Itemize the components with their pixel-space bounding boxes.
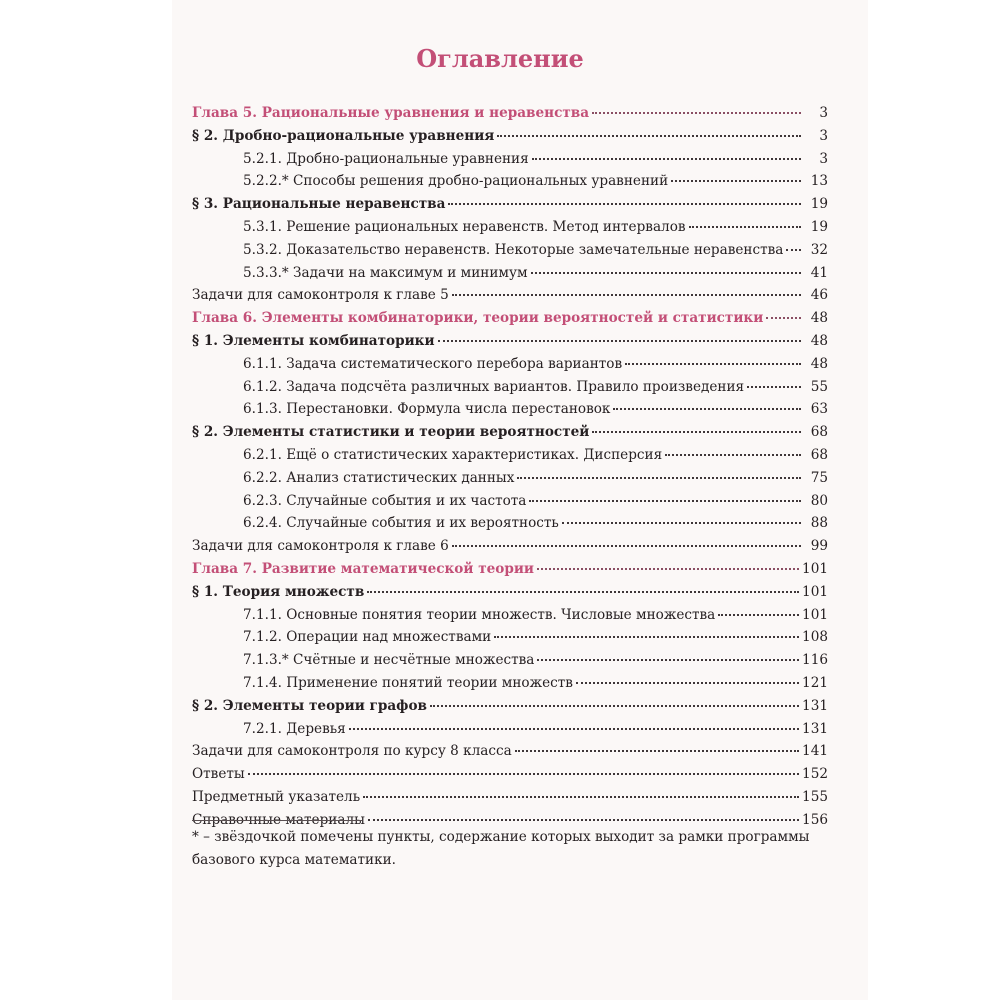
dot-leader xyxy=(531,272,801,274)
toc-entry-title: 7.1.4. Применение понятий теории множеств xyxy=(243,674,573,691)
toc-entry-title: 6.1.3. Перестановки. Формула числа перестановок xyxy=(243,401,611,418)
dot-leader xyxy=(368,819,799,821)
toc-entry-chapter[interactable] xyxy=(192,558,828,581)
dot-leader xyxy=(248,773,799,775)
toc-entry-page: 101 xyxy=(802,583,828,600)
toc-entry-sub[interactable] xyxy=(192,444,828,467)
dot-leader xyxy=(718,614,799,616)
toc-entry-page: 75 xyxy=(810,469,828,486)
toc-entry-page: 3 xyxy=(819,127,828,144)
toc-entry-sub[interactable] xyxy=(192,626,828,649)
toc-entry-title: Задачи для самоконтроля к главе 5 xyxy=(192,287,449,304)
toc-entry-title: 7.1.2. Операции над множествами xyxy=(243,629,492,646)
toc-entry-title: Глава 6. Элементы комбинаторики, теории вероятностей и статистики xyxy=(192,310,764,327)
toc-entry-sub[interactable] xyxy=(192,490,828,513)
dot-leader xyxy=(349,728,799,730)
toc-entry-section[interactable] xyxy=(192,330,828,353)
toc-entry-title: 5.3.1. Решение рациональных неравенств. Метод интервалов xyxy=(243,218,686,235)
toc-entry-page: 19 xyxy=(810,196,828,213)
dot-leader xyxy=(766,317,801,319)
toc-entry-page: 48 xyxy=(810,310,828,327)
toc-entry-page: 155 xyxy=(802,788,828,805)
dot-leader xyxy=(786,249,801,251)
toc-entry-page: 99 xyxy=(810,538,828,555)
toc-entry-page: 156 xyxy=(802,811,828,828)
toc-entry-title: Задачи для самоконтроля к главе 6 xyxy=(192,538,449,555)
toc-entry-page: 3 xyxy=(819,150,828,167)
dot-leader xyxy=(576,682,799,684)
dot-leader xyxy=(625,363,801,365)
dot-leader xyxy=(452,545,801,547)
footnote: * – звёздочкой помечены пункты, содержание которых выходит за рамки программы базового курса математики. xyxy=(192,829,810,868)
dot-leader xyxy=(592,431,801,433)
toc-entry-sub[interactable] xyxy=(192,467,828,490)
dot-leader xyxy=(367,591,799,593)
toc-entry-title: 7.1.3.* Счётные и несчётные множества xyxy=(243,652,535,669)
dot-leader xyxy=(430,705,799,707)
toc-entry-title: Глава 7. Развитие математической теории xyxy=(192,560,535,577)
dot-leader xyxy=(497,135,801,137)
toc-entry-title: 6.2.3. Случайные события и их частота xyxy=(243,492,527,509)
toc-entry-sub[interactable] xyxy=(192,262,828,285)
toc-entry-page: 108 xyxy=(802,629,828,646)
toc-entry-title: Задачи для самоконтроля по курсу 8 класса xyxy=(192,743,512,760)
toc-entry-page: 131 xyxy=(802,697,828,714)
toc-entry-sub[interactable] xyxy=(192,353,828,376)
toc-entry-page: 141 xyxy=(802,743,828,760)
dot-leader xyxy=(452,294,801,296)
table-of-contents xyxy=(192,102,828,832)
dot-leader xyxy=(537,659,799,661)
toc-entry-page: 41 xyxy=(810,264,828,281)
toc-entry-sub[interactable] xyxy=(192,604,828,627)
toc-entry-section[interactable] xyxy=(192,193,828,216)
toc-entry-page: 101 xyxy=(802,606,828,623)
toc-entry-section[interactable] xyxy=(192,581,828,604)
toc-entry-plain[interactable] xyxy=(192,284,828,307)
dot-leader xyxy=(592,112,801,114)
toc-entry-page: 32 xyxy=(810,241,828,258)
dot-leader xyxy=(613,408,801,410)
dot-leader xyxy=(562,522,801,524)
dot-leader xyxy=(671,180,801,182)
toc-entry-title: 6.2.2. Анализ статистических данных xyxy=(243,469,515,486)
dot-leader xyxy=(537,568,799,570)
dot-leader xyxy=(438,340,801,342)
toc-entry-sub[interactable] xyxy=(192,170,828,193)
toc-entry-page: 63 xyxy=(810,401,828,418)
toc-entry-section[interactable] xyxy=(192,421,828,444)
toc-entry-sub[interactable] xyxy=(192,216,828,239)
toc-entry-title: 5.3.2. Доказательство неравенств. Некоторые замечательные неравенства xyxy=(243,241,784,258)
toc-entry-title: 5.2.2.* Способы решения дробно-рациональных уравнений xyxy=(243,173,669,190)
toc-entry-sub[interactable] xyxy=(192,398,828,421)
dot-leader xyxy=(448,203,801,205)
toc-entry-page: 3 xyxy=(819,105,828,121)
toc-entry-page: 88 xyxy=(810,515,828,532)
toc-entry-title: 6.1.1. Задача систематического перебора вариантов xyxy=(243,355,623,372)
toc-entry-page: 68 xyxy=(810,446,828,463)
toc-entry-title: 6.1.2. Задача подсчёта различных вариантов. Правило произведения xyxy=(243,378,745,395)
toc-entry-sub[interactable] xyxy=(192,512,828,535)
toc-entry-title: 7.1.1. Основные понятия теории множеств. Числовые множества xyxy=(243,606,716,623)
toc-entry-sub[interactable] xyxy=(192,718,828,741)
toc-entry-title: 6.2.4. Случайные события и их вероятность xyxy=(243,515,559,532)
dot-leader xyxy=(363,796,799,798)
dot-leader xyxy=(515,750,799,752)
toc-entry-page: 80 xyxy=(810,492,828,509)
toc-entry-page: 131 xyxy=(802,720,828,737)
dot-leader xyxy=(747,386,801,388)
toc-entry-sub[interactable] xyxy=(192,672,828,695)
toc-entry-plain[interactable] xyxy=(192,763,828,786)
toc-entry-title: § 2. Элементы теории графов xyxy=(192,697,427,714)
toc-entry-sub[interactable] xyxy=(192,148,828,171)
toc-entry-page: 152 xyxy=(802,766,828,783)
toc-entry-title: Предметный указатель xyxy=(192,788,361,805)
toc-entry-plain[interactable] xyxy=(192,786,828,809)
toc-entry-title: Глава 5. Рациональные уравнения и неравенства xyxy=(192,105,590,121)
toc-entry-section[interactable] xyxy=(192,125,828,148)
toc-entry-page: 121 xyxy=(802,674,828,691)
toc-entry-title: 5.3.3.* Задачи на максимум и минимум xyxy=(243,264,528,281)
toc-entry-title: Справочные материалы xyxy=(192,811,365,828)
toc-entry-title: § 1. Теория множеств xyxy=(192,583,365,600)
toc-entry-title: 5.2.1. Дробно-рациональные уравнения xyxy=(243,150,529,167)
toc-entry-page: 48 xyxy=(810,355,828,372)
dot-leader xyxy=(532,158,801,160)
toc-entry-plain[interactable] xyxy=(192,740,828,763)
toc-entry-page: 68 xyxy=(810,424,828,441)
toc-entry-chapter[interactable] xyxy=(192,307,828,330)
toc-entry-title: § 2. Дробно-рациональные уравнения xyxy=(192,127,495,144)
toc-entry-title: § 3. Рациональные неравенства xyxy=(192,196,446,213)
toc-entry-page: 46 xyxy=(810,287,828,304)
toc-entry-title: Ответы xyxy=(192,766,245,783)
toc-entry-page: 13 xyxy=(810,173,828,190)
dot-leader xyxy=(665,454,801,456)
dot-leader xyxy=(494,636,799,638)
toc-entry-sub[interactable] xyxy=(192,239,828,262)
toc-entry-title: § 2. Элементы статистики и теории вероятностей xyxy=(192,424,590,441)
toc-entry-sub[interactable] xyxy=(192,649,828,672)
toc-entry-page: 48 xyxy=(810,332,828,349)
toc-entry-plain[interactable] xyxy=(192,535,828,558)
dot-leader xyxy=(529,500,801,502)
dot-leader xyxy=(689,226,801,228)
toc-entry-chapter[interactable] xyxy=(192,102,828,125)
toc-entry-title: § 1. Элементы комбинаторики xyxy=(192,332,435,349)
toc-entry-page: 55 xyxy=(810,378,828,395)
dot-leader xyxy=(517,477,801,479)
toc-entry-sub[interactable] xyxy=(192,376,828,399)
toc-entry-title: 6.2.1. Ещё о статистических характеристиках. Дисперсия xyxy=(243,446,663,463)
page-title: Оглавление xyxy=(416,44,584,73)
footnote-divider xyxy=(192,820,362,821)
toc-entry-section[interactable] xyxy=(192,695,828,718)
toc-entry-title: 7.2.1. Деревья xyxy=(243,720,346,737)
toc-entry-page: 116 xyxy=(802,652,828,669)
toc-entry-page: 19 xyxy=(810,218,828,235)
toc-entry-page: 101 xyxy=(802,560,828,577)
